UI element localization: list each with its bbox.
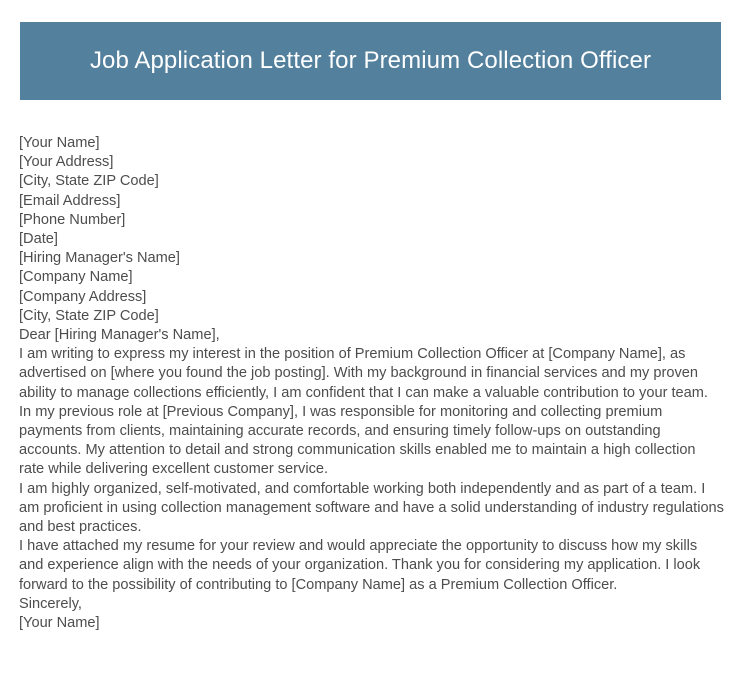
salutation-line: Dear [Hiring Manager's Name], xyxy=(19,327,220,344)
recipient-manager-line: [Hiring Manager's Name] xyxy=(19,250,180,267)
body-paragraph-4: I have attached my resume for your review and would appreciate the opportunity to discuss how my skills and experience align with the needs of your organization. Thank you for considering my application. I look forward to the possibility of contributing to [Company Name] as a Premium Collection Officer. xyxy=(19,538,701,593)
sender-city-line: [City, State ZIP Code] xyxy=(19,173,159,190)
page-title: Job Application Letter for Premium Collection Officer xyxy=(89,46,652,74)
sender-phone-line: [Phone Number] xyxy=(19,211,126,228)
closing-line: Sincerely, xyxy=(19,595,82,612)
body-paragraph-2: In my previous role at [Previous Company], I was responsible for monitoring and collecting premium payments from clients, maintaining accurate records, and ensuring timely follow-ups on outstanding accounts. My attention to detail and strong communication skills enabled me to maintain a high collection rate while delivering excellent customer service. xyxy=(19,403,696,478)
date-line: [Date] xyxy=(19,231,58,248)
body-paragraph-3: I am highly organized, self-motivated, and comfortable working both independently and as part of a team. I am proficient in using collection management software and have a solid understanding of industry regulations and best practices. xyxy=(19,480,724,536)
signature-name-line: [Your Name] xyxy=(19,615,100,632)
document-header-banner xyxy=(20,22,721,100)
sender-address-line: [Your Address] xyxy=(19,154,114,171)
letter-content xyxy=(19,134,724,633)
sender-email-line: [Email Address] xyxy=(19,192,121,209)
body-paragraph-1: I am writing to express my interest in the position of Premium Collection Officer at [Company Name], as advertised on [where you found the job posting]. With my background in financial services and my proven ability to manage collections efficiently, I am confident that I can make a valuable contribution to your team. xyxy=(19,346,708,401)
recipient-company-line: [Company Name] xyxy=(19,269,133,286)
recipient-address-line: [Company Address] xyxy=(19,288,147,305)
recipient-city-line: [City, State ZIP Code] xyxy=(19,307,159,324)
sender-name-line: [Your Name] xyxy=(19,135,100,151)
